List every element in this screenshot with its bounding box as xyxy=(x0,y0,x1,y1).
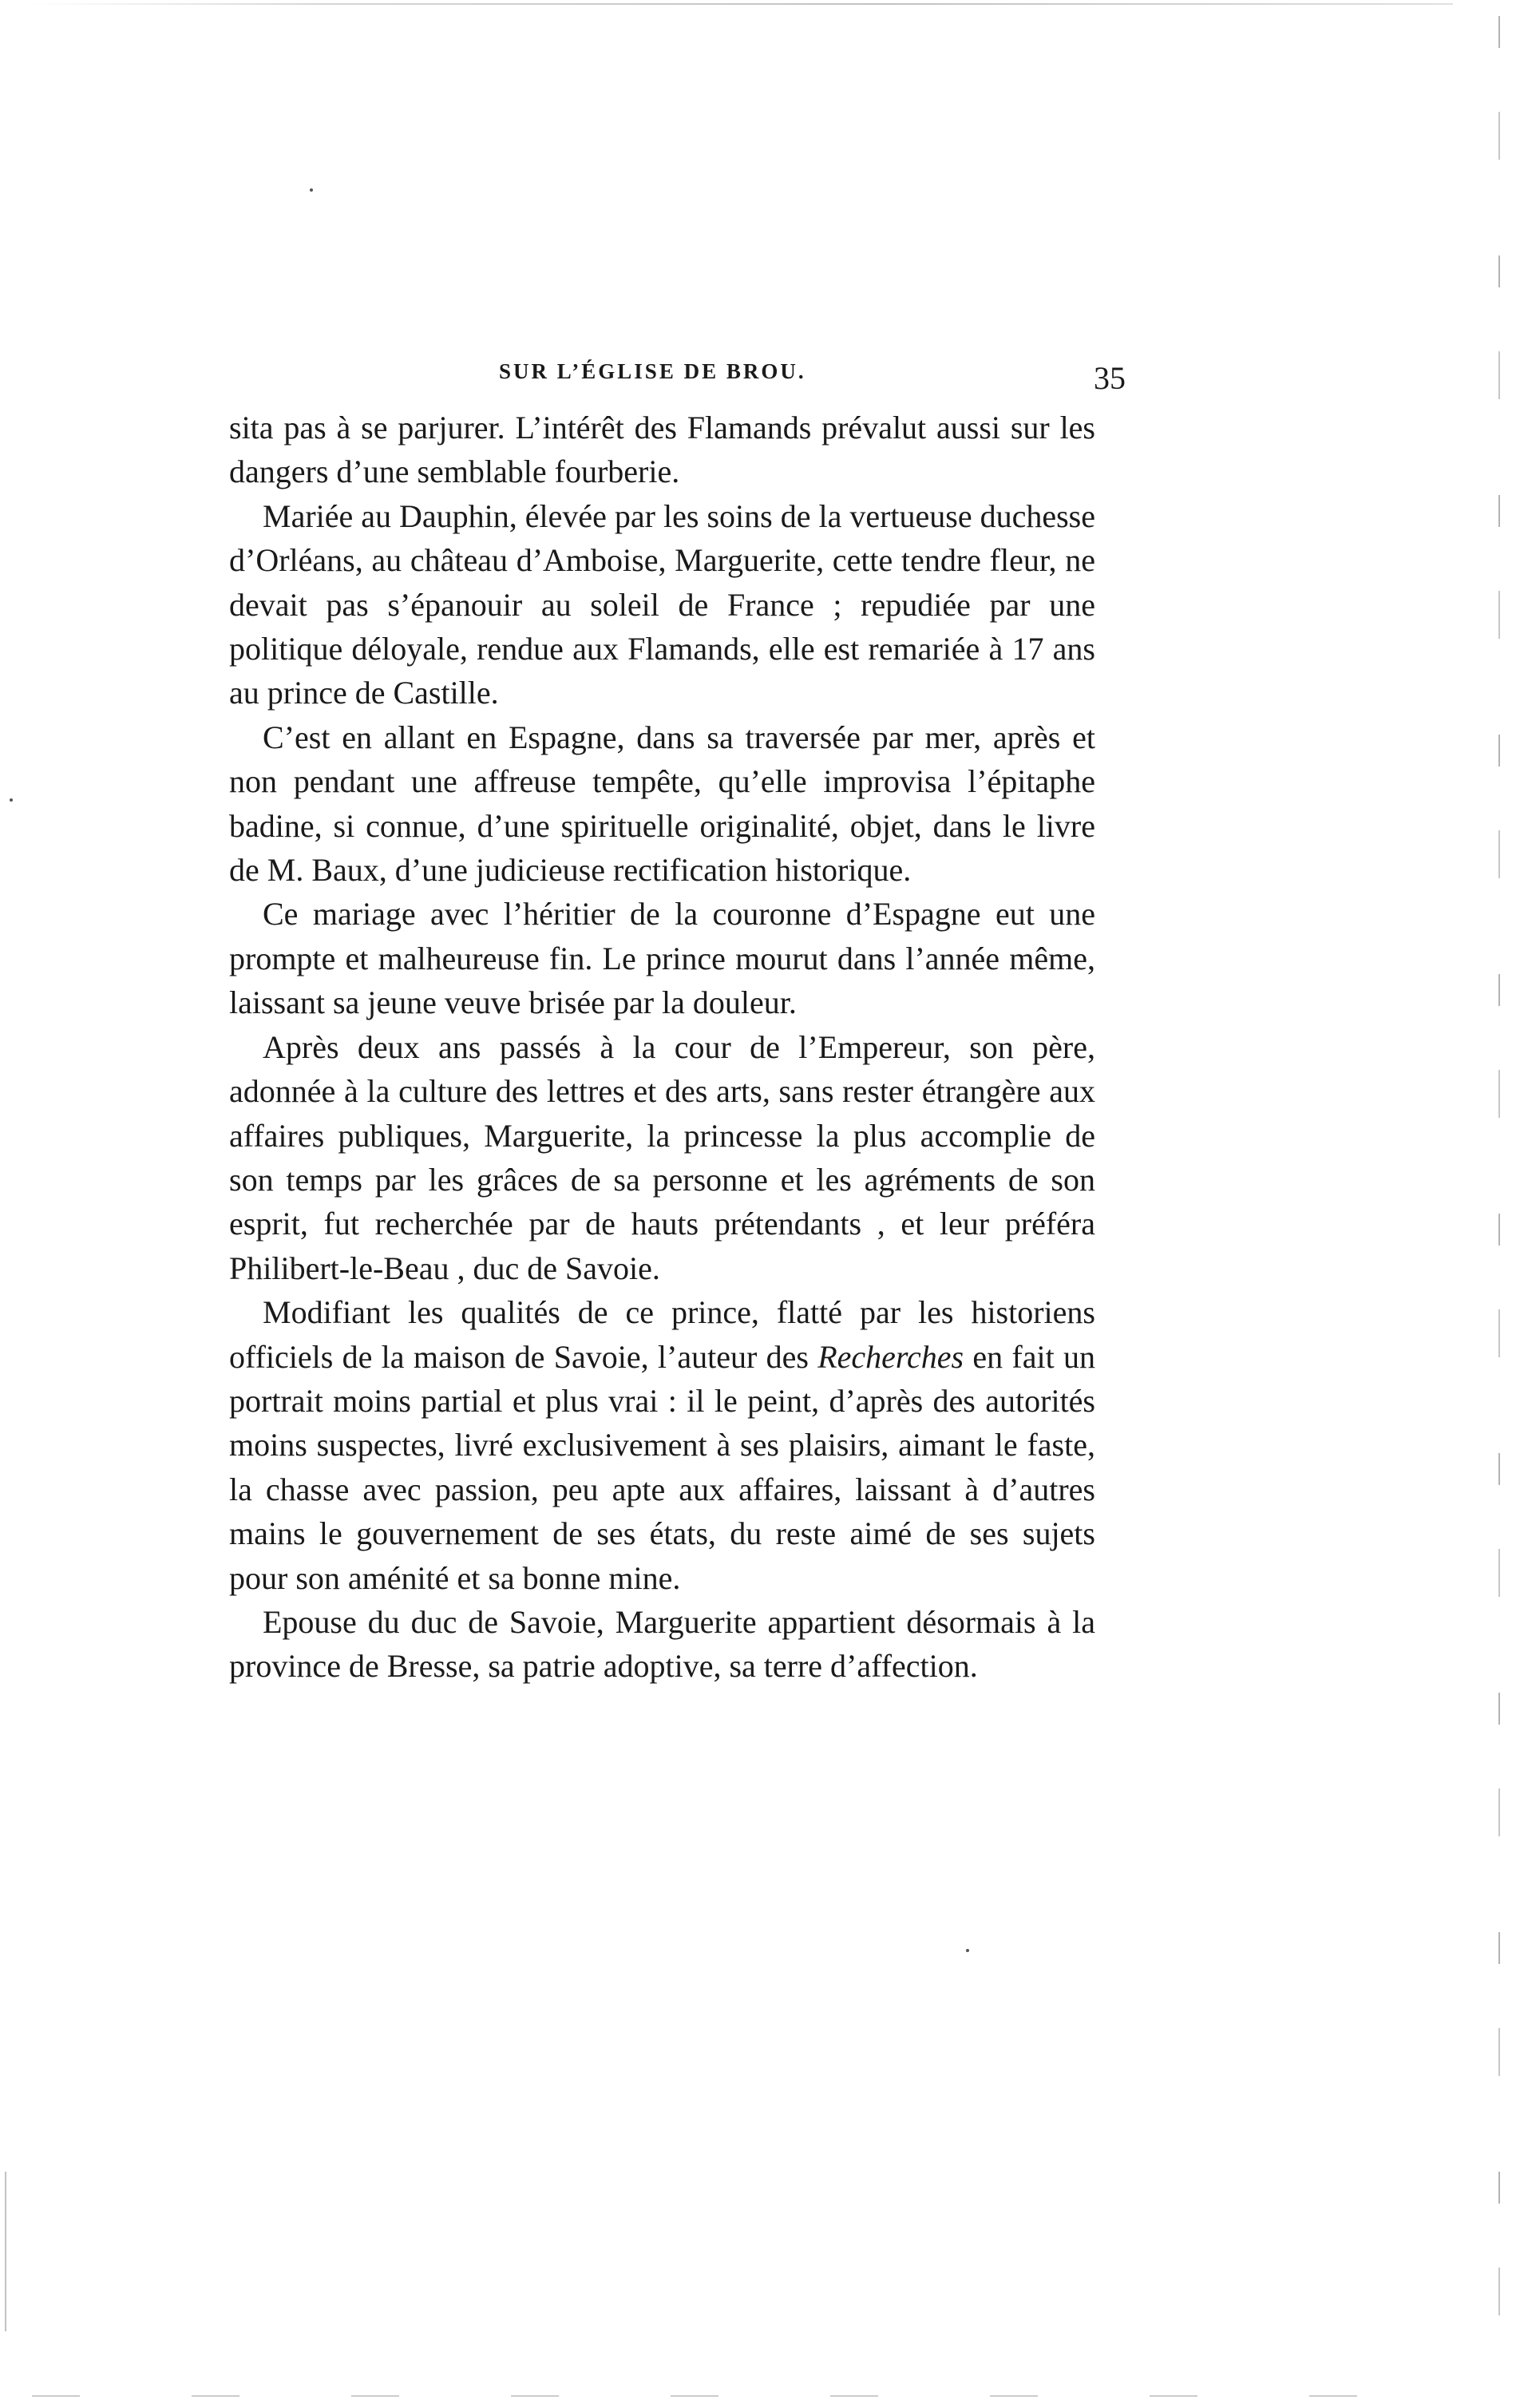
paragraph-text: Ce mariage avec l’héritier de la couronne d’Espagne eut une prompte et malheureuse fin. Le prince mourut dans l’année même, laissant sa jeune veuve brisée par la douleur. xyxy=(229,896,1095,1021)
scan-speck xyxy=(10,798,13,802)
paragraph xyxy=(229,406,1095,494)
paragraph xyxy=(229,715,1095,893)
running-head xyxy=(239,359,1126,407)
paragraph xyxy=(229,1025,1095,1290)
body-text xyxy=(229,406,1095,1689)
scan-speck xyxy=(310,188,313,192)
paragraph xyxy=(229,892,1095,1024)
scan-edge-bottom xyxy=(32,2395,1453,2397)
page-number: 35 xyxy=(1094,360,1126,396)
paragraph xyxy=(229,1290,1095,1600)
scan-edge-right xyxy=(1498,16,1500,2379)
paragraph xyxy=(229,494,1095,715)
italic-text: Recherches xyxy=(817,1338,964,1375)
paragraph xyxy=(229,1600,1095,1689)
paragraph-text: Mariée au Dauphin, élevée par les soins de la vertueuse duchesse d’Orléans, au château d’Amboise, Marguerite, cette tendre fleur, ne devait pas s’épanouir au soleil de France ; repudiée par une politique déloyale, rendue aux Flamands, elle est remariée à 17 ans au prince de Castille. xyxy=(229,497,1095,711)
paragraph-text: sita pas à se parjurer. L’intérêt des Flamands prévalut aussi sur les dangers d’une semblable fourberie. xyxy=(229,410,1095,490)
paragraph-text: en fait un portrait moins partial et plus vrai : il le peint, d’après des autorités moins suspectes, livré exclusivement à ses plaisirs, aimant le faste, la chasse avec passion, peu apte aux affaires, laissant à d’autres mains le gouvernement de ses états, du reste aimé de ses sujets pour son aménité et sa bonne mine. xyxy=(229,1338,1095,1596)
scan-edge-left xyxy=(5,2172,6,2331)
paragraph-text: C’est en allant en Espagne, dans sa traversée par mer, après et non pendant une affreuse tempête, qu’elle improvisa l’épitaphe badine, si connue, d’une spirituelle originalité, objet, dans le livre de M. Baux, d’une judicieuse rectification historique. xyxy=(229,719,1095,889)
scan-edge-top xyxy=(32,3,1453,5)
paragraph-text: Epouse du duc de Savoie, Marguerite appartient désormais à la province de Bresse, sa patrie adoptive, sa terre d’affection. xyxy=(229,1603,1095,1685)
paragraph-text: Modifiant les qualités de ce prince, flatté par les historiens officiels de la maison de Savoie, l’auteur des xyxy=(229,1294,1095,1375)
scan-speck xyxy=(966,1949,969,1952)
paragraph-text: Après deux ans passés à la cour de l’Empereur, son père, adonnée à la culture des lettres et des arts, sans rester étrangère aux affaires publiques, Marguerite, la princesse la plus accomplie de son temps par les grâces de sa personne et les agréments de son esprit, fut recherchée par de hauts prétendants , et leur préféra Philibert-le-Beau , duc de Savoie. xyxy=(229,1028,1095,1286)
running-head-title: SUR L’ÉGLISE DE BROU. xyxy=(499,359,806,383)
